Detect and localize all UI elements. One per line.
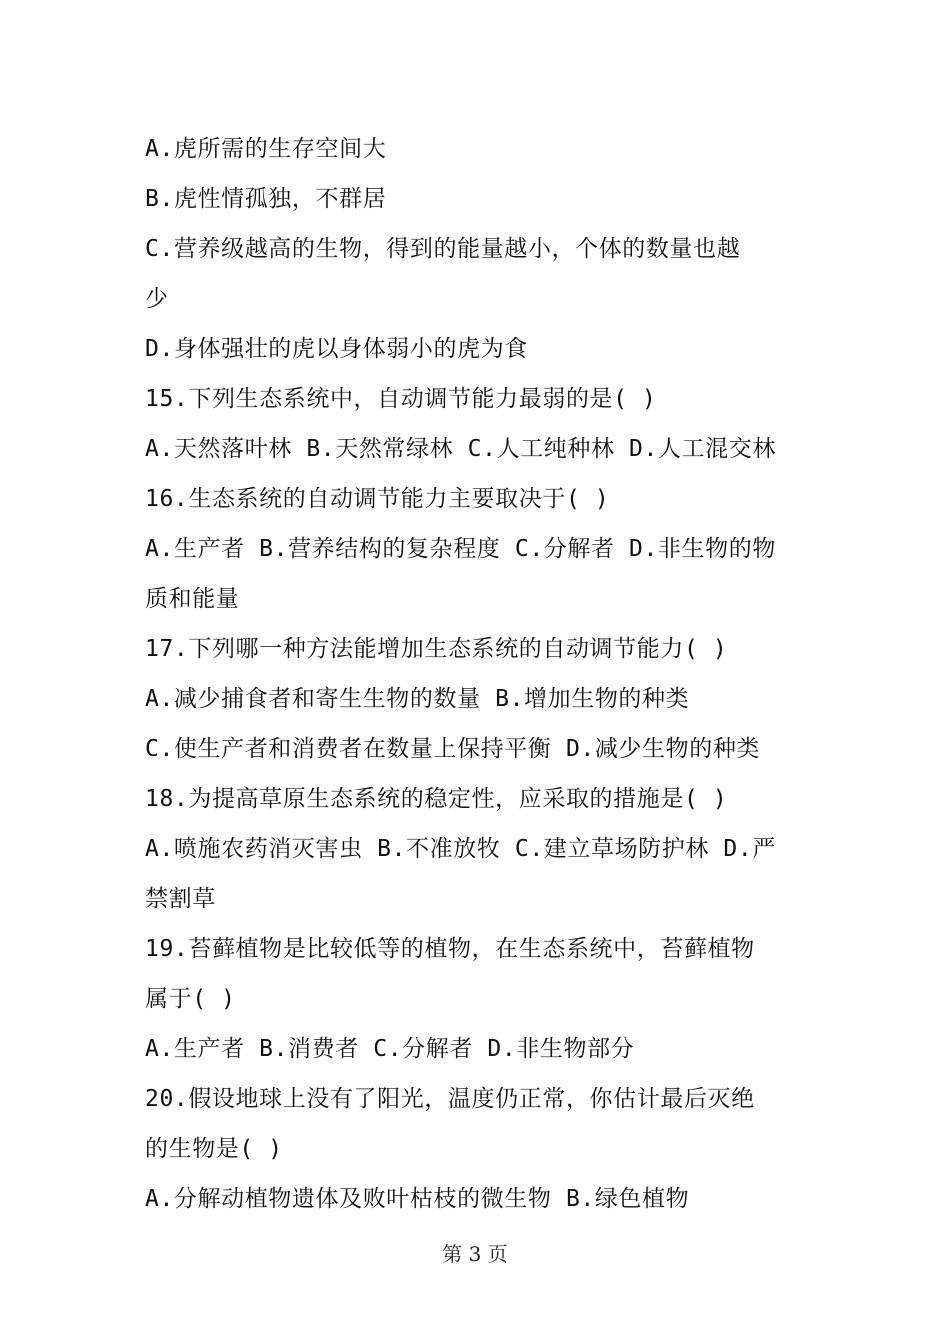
options-q18: A.喷施农药消灭害虫 B.不准放牧 C.建立草场防护林 D.严 <box>145 836 776 862</box>
text-line-option-c-q14: C.营养级越高的生物，得到的能量越小，个体的数量也越 <box>145 236 741 262</box>
text-line-option-a-q14-1: A.虎所需的生存空间大 <box>145 136 387 162</box>
options-q20-ab: A.分解动植物遗体及败叶枯枝的微生物 B.绿色植物 <box>145 1186 690 1212</box>
question-17: 17.下列哪一种方法能增加生态系统的自动调节能力( ) <box>145 636 728 662</box>
question-19-cont: 属于( ) <box>145 986 236 1012</box>
question-19: 19.苔藓植物是比较低等的植物，在生态系统中，苔藓植物 <box>145 936 755 962</box>
question-15: 15.下列生态系统中，自动调节能力最弱的是( ) <box>145 386 657 412</box>
options-q18-cont: 禁割草 <box>145 886 216 912</box>
options-q17-cd: C.使生产者和消费者在数量上保持平衡 D.减少生物的种类 <box>145 736 761 762</box>
options-q17-ab: A.减少捕食者和寄生生物的数量 B.增加生物的种类 <box>145 686 690 712</box>
question-20: 20.假设地球上没有了阳光，温度仍正常，你估计最后灭绝 <box>145 1086 755 1112</box>
question-20-cont: 的生物是( ) <box>145 1136 283 1162</box>
text-line-option-c-q14-cont: 少 <box>145 286 169 312</box>
options-q16-cont: 质和能量 <box>145 586 240 612</box>
question-18: 18.为提高草原生态系统的稳定性，应采取的措施是( ) <box>145 786 728 812</box>
options-q19: A.生产者 B.消费者 C.分解者 D.非生物部分 <box>145 1036 635 1062</box>
page-content <box>145 124 805 1224</box>
page-number: 第 3 页 <box>442 1242 508 1266</box>
question-16: 16.生态系统的自动调节能力主要取决于( ) <box>145 486 610 512</box>
text-line-option-d-q14: D.身体强壮的虎以身体弱小的虎为食 <box>145 336 528 362</box>
options-q16: A.生产者 B.营养结构的复杂程度 C.分解者 D.非生物的物 <box>145 536 776 562</box>
options-q15: A.天然落叶林 B.天然常绿林 C.人工纯种林 D.人工混交林 <box>145 436 776 462</box>
text-line-option-b-q14: B.虎性情孤独，不群居 <box>145 186 387 212</box>
